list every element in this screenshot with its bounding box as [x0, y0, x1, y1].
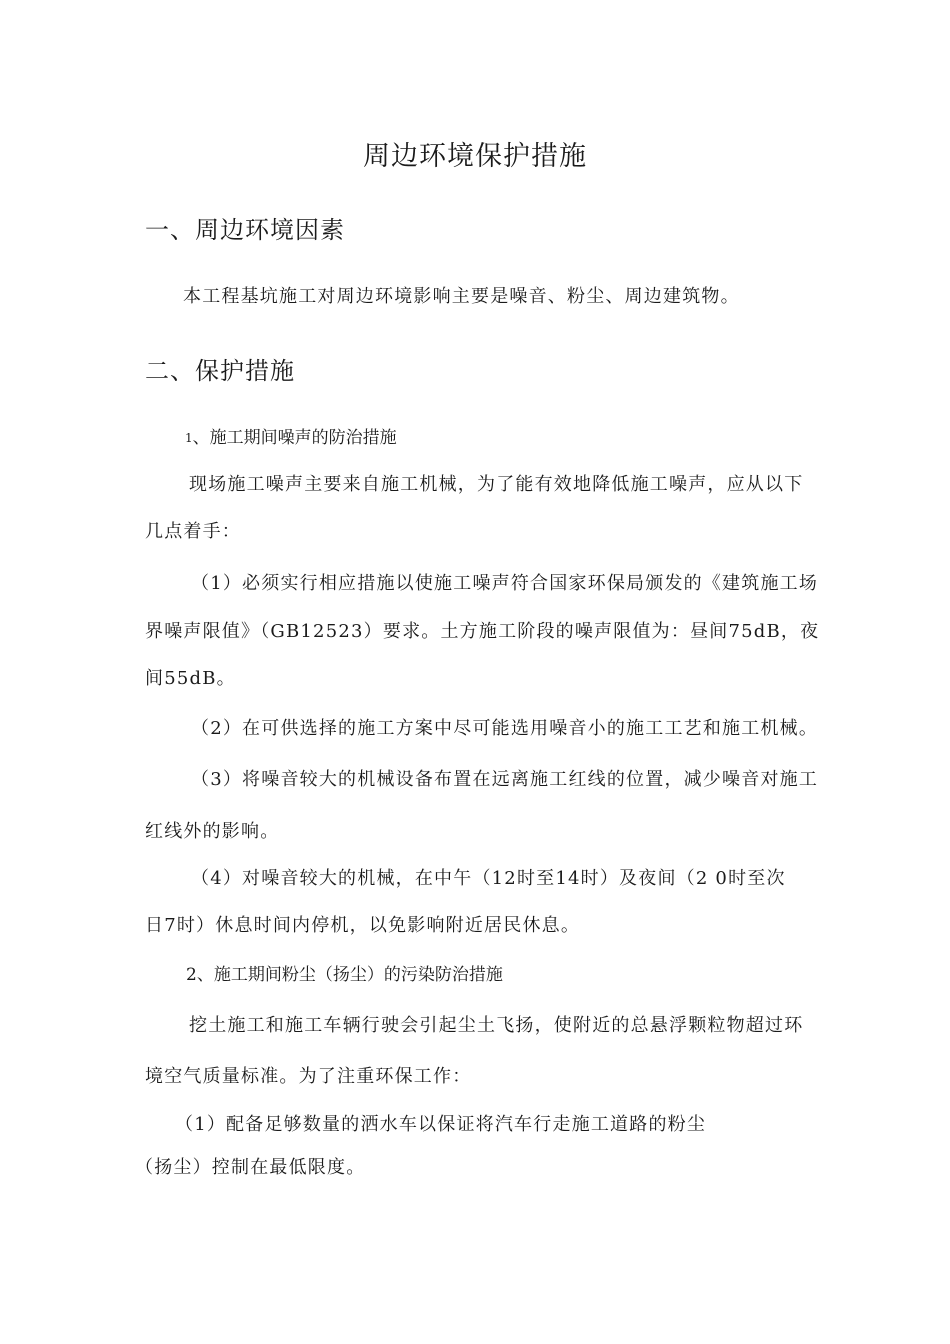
subsection1-heading: [185, 423, 397, 448]
document-title: 周边环境保护措施: [363, 141, 587, 172]
subsection1-intro-line1: 现场施工噪声主要来自施工机械，为了能有效地降低施工噪声，应从以下: [189, 474, 804, 495]
subsection2-heading: 2、施工期间粉尘（扬尘）的污染防治措施: [186, 965, 503, 985]
subsection1-item4-line1: （4）对噪音较大的机械，在中午（12时至14时）及夜间（2 0时至次: [191, 868, 786, 889]
subsection2-item1-line2: （扬尘）控制在最低限度。: [135, 1157, 366, 1178]
subsection1-number: 1: [185, 431, 193, 445]
subsection1-item2-line1: （2）在可供选择的施工方案中尽可能选用噪音小的施工工艺和施工机械。: [191, 718, 819, 739]
section2-heading: 二、保护措施: [145, 357, 295, 385]
subsection1-heading-text: 、施工期间噪声的防治措施: [192, 428, 397, 448]
subsection1-intro-line2: 几点着手：: [145, 521, 241, 542]
subsection1-item1-line1: （1）必须实行相应措施以使施工噪声符合国家环保局颁发的《建筑施工场: [191, 573, 819, 594]
subsection1-item1-line3: 间55dB。: [145, 668, 236, 689]
subsection1-item3-line2: 红线外的影响。: [145, 821, 280, 842]
subsection2-intro-line1: 挖土施工和施工车辆行驶会引起尘土飞扬，使附近的总悬浮颗粒物超过环: [189, 1015, 804, 1036]
subsection1-item1-line2: 界噪声限值》（GB12523）要求。土方施工阶段的噪声限值为：昼间75dB，夜: [145, 621, 820, 642]
subsection1-item3-line1: （3）将噪音较大的机械设备布置在远离施工红线的位置，减少噪音对施工: [191, 769, 819, 790]
subsection2-intro-line2: 境空气质量标准。为了注重环保工作：: [145, 1066, 472, 1087]
section1-body: 本工程基坑施工对周边环境影响主要是噪音、粉尘、周边建筑物。: [183, 286, 740, 307]
subsection1-item4-line2: 日7时）休息时间内停机，以免影响附近居民休息。: [145, 915, 581, 936]
section1-heading: 一、周边环境因素: [145, 216, 345, 244]
subsection2-item1-line1: （1）配备足够数量的洒水车以保证将汽车行走施工道路的粉尘: [175, 1114, 707, 1135]
